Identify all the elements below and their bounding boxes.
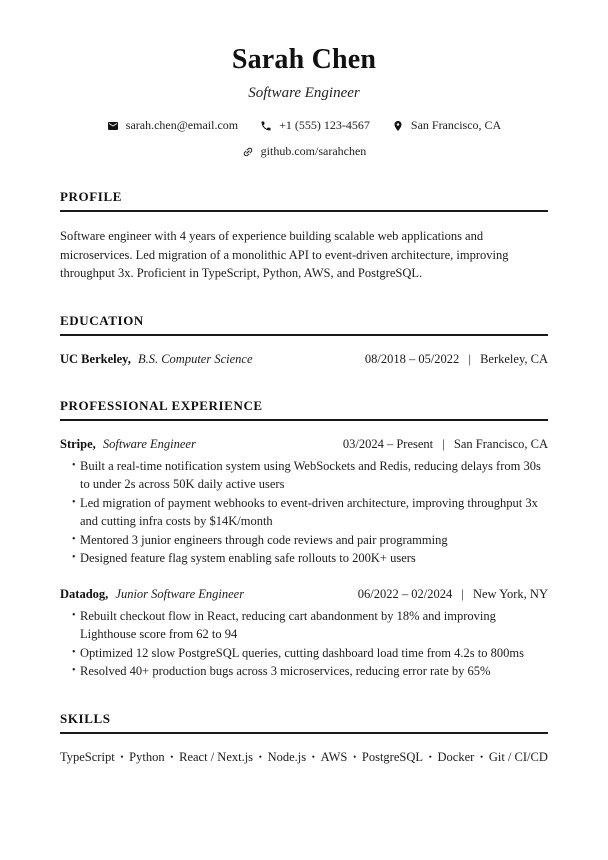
bullet-marker: • [72,609,76,621]
education-entry-left [60,351,253,368]
bullet-text: Resolved 40+ production bugs across 3 microservices, reducing error rate by 65% [80,664,491,678]
bullet-marker: • [72,646,76,658]
experience-entry-right [358,586,548,603]
degree-name: B.S. Computer Science [137,351,253,366]
contact-location-text: San Francisco, CA [410,118,502,132]
separator-dot: • [428,752,432,762]
bullet-text: Optimized 12 slow PostgreSQL queries, cutting dashboard load time from 4.2s to 800ms [80,645,524,660]
bullet-text: Led migration of payment webhooks to event-driven architecture, improving throughput 3x and cutting infra costs by $14K/month [80,495,538,528]
bullet-marker: • [72,665,76,676]
bullet-item [60,549,548,568]
education-location: Berkeley, CA [480,351,548,366]
skill-item: PostgreSQL [361,749,424,764]
contact-github-text: github.com/sarahchen [260,144,367,158]
separator-dot: • [479,752,484,762]
person-name: Sarah Chen [231,44,377,75]
experience-entry-left [60,436,196,453]
bullet-item [60,607,548,644]
skill-item: Docker [437,749,475,764]
experience-dates: 06/2022 – 02/2024 [357,586,453,601]
experience-location: San Francisco, CA [453,436,548,451]
bullet-item [60,457,548,494]
bullet-text: Mentored 3 junior engineers through code reviews and pair programming [80,532,448,547]
skill-item: AWS [320,749,348,764]
skills-list [60,750,548,765]
contact-phone [260,118,370,133]
contact-email-text: sarah.chen@email.com [125,118,239,132]
skills-heading: SKILLS [60,711,548,734]
section-education [60,313,548,368]
contact-row-primary [107,118,501,133]
education-entry [60,351,548,368]
role-name: Software Engineer [102,436,196,451]
profile-summary: Software engineer with 4 years of experience building scalable web applications and microservices. Led migration of a monolithic API to event-driven architecture, improving throughput 3x. Proficient in TypeScript, Python, AWS, and PostgreSQL. [60,229,509,280]
bullet-marker: • [72,459,76,471]
separator-pipe: | [442,436,445,451]
bullet-list [60,457,548,568]
section-experience [60,398,548,681]
company-name: Datadog, [60,586,109,601]
skill-item: Git / CI/CD [488,749,548,764]
separator-dot: • [353,752,357,762]
separator-dot: • [120,752,124,762]
person-job-title: Software Engineer [248,85,360,101]
mail-icon [107,120,119,132]
contact-info [60,118,548,159]
contact-location [392,118,501,133]
contact-email [107,118,238,133]
experience-entry-left [60,586,244,603]
separator-pipe: | [461,586,464,601]
education-dates: 08/2018 – 05/2022 [364,351,460,366]
bullet-marker: • [72,496,76,508]
experience-location: New York, NY [472,586,548,601]
separator-dot: • [258,752,262,762]
bullet-item [60,494,548,531]
bullet-text: Built a real-time notification system using WebSockets and Redis, reducing delays from 30s to under 2s across 50K daily active users [80,458,541,491]
experience-entry-right [343,436,548,453]
education-heading: EDUCATION [60,313,548,336]
skill-item: Python [129,749,165,764]
skill-item: React / Next.js [179,749,254,764]
experience-entry-header [60,436,548,453]
institution-name: UC Berkeley, [60,351,131,366]
contact-phone-text: +1 (555) 123-4567 [279,118,370,132]
bullet-item [60,644,548,663]
location-icon [392,120,404,132]
experience-entry-header [60,586,548,603]
experience-entry-stripe [60,436,548,568]
experience-dates: 03/2024 – Present [342,436,434,451]
resume-header [60,44,548,159]
education-entry-header [60,351,548,368]
bullet-marker: • [72,552,76,563]
education-entry-right [365,351,548,368]
contact-github [242,144,367,159]
skill-item: TypeScript [60,749,115,764]
skill-item: Node.js [267,749,307,764]
separator-dot: • [311,752,315,762]
phone-icon [260,120,272,132]
separator-dot: • [170,752,174,762]
section-profile [60,189,548,283]
company-name: Stripe, [60,436,96,451]
bullet-list [60,607,548,681]
link-icon [242,146,254,158]
experience-entry-datadog [60,586,548,681]
role-name: Junior Software Engineer [115,586,245,601]
experience-heading: PROFESSIONAL EXPERIENCE [60,398,548,421]
contact-row-secondary [242,144,367,159]
bullet-marker: • [72,533,76,545]
separator-pipe: | [468,351,471,366]
bullet-item [60,531,548,550]
bullet-text: Designed feature flag system enabling safe rollouts to 200K+ users [80,551,416,565]
bullet-item [60,662,548,681]
section-skills [60,711,548,765]
profile-heading: PROFILE [60,189,548,212]
bullet-text: Rebuilt checkout flow in React, reducing cart abandonment by 18% and improving Lighthouse score from 62 to 94 [80,608,496,641]
